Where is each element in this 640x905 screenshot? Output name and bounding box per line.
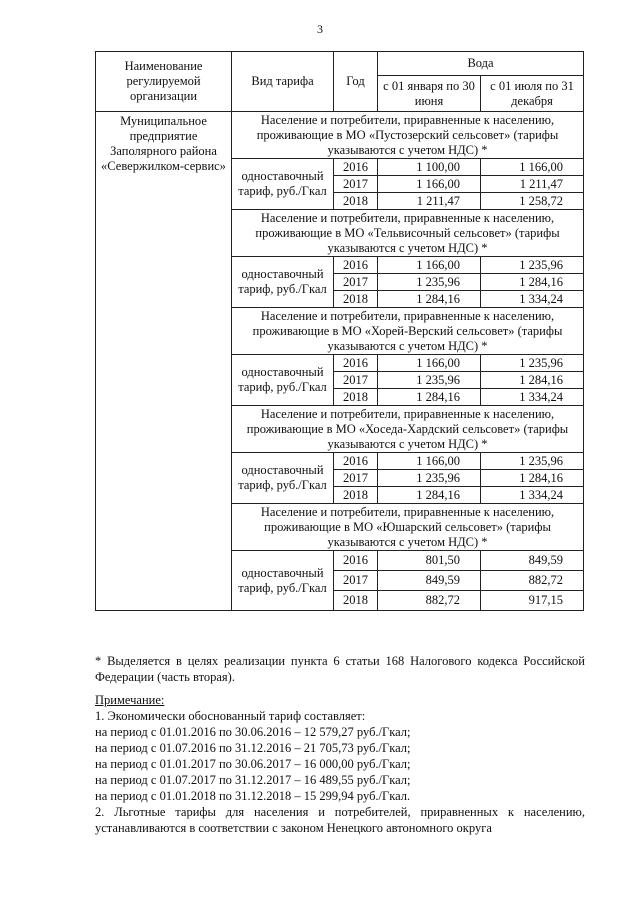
note-line: на период с 01.01.2017 по 30.06.2017 – 16 000,00 руб./Гкал; bbox=[95, 757, 411, 771]
period-2-value: 1 334,24 bbox=[481, 291, 584, 308]
note-line: на период с 01.07.2017 по 31.12.2017 – 16 489,55 руб./Гкал; bbox=[95, 773, 411, 787]
period-1-value: 1 166,00 bbox=[378, 176, 481, 193]
year-cell: 2016 bbox=[334, 257, 378, 274]
period-2-value: 1 235,96 bbox=[481, 257, 584, 274]
year-cell: 2016 bbox=[334, 453, 378, 470]
group-title-row bbox=[96, 112, 584, 159]
tariff-label: одноставочный тариф, руб./Гкал bbox=[232, 551, 334, 611]
year-cell: 2016 bbox=[334, 159, 378, 176]
period-1-value: 1 100,00 bbox=[378, 159, 481, 176]
note-item-2: 2. Льготные тарифы для населения и потребителей, приравненных к населению, устанавливаются в соответствии с законом Ненецкого автономного округа bbox=[95, 805, 585, 835]
period-1-value: 1 211,47 bbox=[378, 193, 481, 210]
group-title: Население и потребители, приравненные к населению, проживающие в МО «Хорей-Верский сельсовет» (тарифы указываются с учетом НДС) * bbox=[232, 308, 584, 355]
period-2-value: 1 284,16 bbox=[481, 470, 584, 487]
period-2-value: 1 235,96 bbox=[481, 453, 584, 470]
period-2-value: 917,15 bbox=[481, 591, 584, 611]
period-1-value: 1 235,96 bbox=[378, 470, 481, 487]
period-1-value: 801,50 bbox=[378, 551, 481, 571]
note-line: 1. Экономически обоснованный тариф составляет: bbox=[95, 709, 366, 723]
year-cell: 2018 bbox=[334, 193, 378, 210]
period-1-value: 1 166,00 bbox=[378, 257, 481, 274]
year-cell: 2016 bbox=[334, 355, 378, 372]
period-2-value: 849,59 bbox=[481, 551, 584, 571]
year-cell: 2018 bbox=[334, 591, 378, 611]
period-2-value: 1 284,16 bbox=[481, 372, 584, 389]
period-1-value: 1 284,16 bbox=[378, 487, 481, 504]
group-title: Население и потребители, приравненные к населению, проживающие в МО «Юшарский сельсовет» (тарифы указываются с учетом НДС) * bbox=[232, 504, 584, 551]
tariff-label: одноставочный тариф, руб./Гкал bbox=[232, 453, 334, 504]
tariff-table bbox=[95, 51, 584, 611]
period-2-value: 1 284,16 bbox=[481, 274, 584, 291]
period-2-value: 882,72 bbox=[481, 571, 584, 591]
period-1-value: 882,72 bbox=[378, 591, 481, 611]
tariff-label: одноставочный тариф, руб./Гкал bbox=[232, 159, 334, 210]
period-1-value: 1 284,16 bbox=[378, 389, 481, 406]
year-cell: 2017 bbox=[334, 571, 378, 591]
group-title: Население и потребители, приравненные к населению, проживающие в МО «Пустозерский сельсовет» (тарифы указываются с учетом НДС) * bbox=[232, 112, 584, 159]
period-1-value: 1 166,00 bbox=[378, 453, 481, 470]
period-1-value: 1 235,96 bbox=[378, 274, 481, 291]
year-cell: 2017 bbox=[334, 372, 378, 389]
period-2-value: 1 258,72 bbox=[481, 193, 584, 210]
page-number: 3 bbox=[317, 22, 323, 36]
header-year: Год bbox=[334, 52, 378, 112]
tariff-label: одноставочный тариф, руб./Гкал bbox=[232, 257, 334, 308]
period-2-value: 1 211,47 bbox=[481, 176, 584, 193]
year-cell: 2018 bbox=[334, 487, 378, 504]
period-2-value: 1 166,00 bbox=[481, 159, 584, 176]
period-1-value: 1 166,00 bbox=[378, 355, 481, 372]
note-title: Примечание: bbox=[95, 693, 165, 707]
period-1-value: 1 235,96 bbox=[378, 372, 481, 389]
group-title: Население и потребители, приравненные к населению, проживающие в МО «Хоседа-Хардский сельсовет» (тарифы указываются с учетом НДС) * bbox=[232, 406, 584, 453]
footnote: * Выделяется в целях реализации пункта 6 статьи 168 Налогового кодекса Российской Федерации (часть вторая). bbox=[95, 654, 585, 684]
year-cell: 2018 bbox=[334, 389, 378, 406]
note-line: на период с 01.07.2016 по 31.12.2016 – 21 705,73 руб./Гкал; bbox=[95, 741, 411, 755]
year-cell: 2016 bbox=[334, 551, 378, 571]
period-2-value: 1 235,96 bbox=[481, 355, 584, 372]
note-line: на период с 01.01.2018 по 31.12.2018 – 15 299,94 руб./Гкал. bbox=[95, 789, 411, 803]
year-cell: 2017 bbox=[334, 274, 378, 291]
period-1-value: 849,59 bbox=[378, 571, 481, 591]
year-cell: 2017 bbox=[334, 470, 378, 487]
header-organization: Наименование регулируемой организации bbox=[96, 52, 232, 112]
year-cell: 2017 bbox=[334, 176, 378, 193]
header-period-2: с 01 июля по 31 декабря bbox=[481, 76, 584, 112]
header-tariff-type: Вид тарифа bbox=[232, 52, 334, 112]
header-service: Вода bbox=[378, 52, 584, 76]
period-1-value: 1 284,16 bbox=[378, 291, 481, 308]
tariff-label: одноставочный тариф, руб./Гкал bbox=[232, 355, 334, 406]
period-2-value: 1 334,24 bbox=[481, 487, 584, 504]
note-line: на период с 01.01.2016 по 30.06.2016 – 12 579,27 руб./Гкал; bbox=[95, 725, 411, 739]
organization-name: Муниципальное предприятие Заполярного района «Севержилком-сервис» bbox=[96, 112, 232, 611]
group-title: Население и потребители, приравненные к населению, проживающие в МО «Тельвисочный сельсовет» (тарифы указываются с учетом НДС) * bbox=[232, 210, 584, 257]
period-2-value: 1 334,24 bbox=[481, 389, 584, 406]
year-cell: 2018 bbox=[334, 291, 378, 308]
note-section bbox=[95, 692, 585, 836]
header-period-1: с 01 января по 30 июня bbox=[378, 76, 481, 112]
